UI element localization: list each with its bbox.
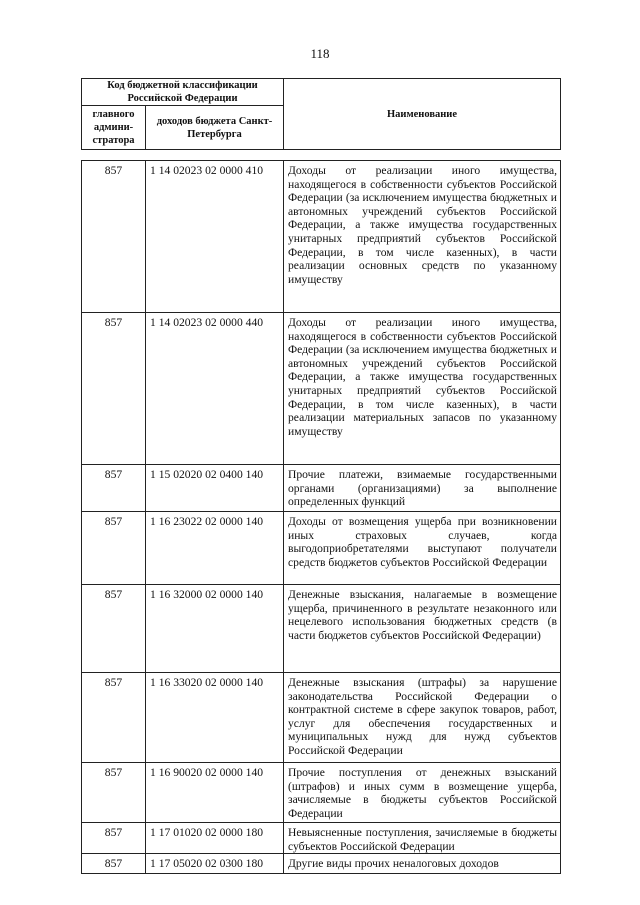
admin-code: 857	[82, 585, 146, 673]
income-name: Прочие поступления от денежных взысканий (штрафов) и иных сумм в возмещение ущерба, зачисляемые в бюджеты субъектов Российской Федерации	[284, 763, 561, 823]
header-admin: главного админи-стратора	[82, 106, 146, 150]
table-row	[82, 585, 561, 673]
income-code: 1 16 23022 02 0000 140	[146, 512, 284, 585]
income-code: 1 16 90020 02 0000 140	[146, 763, 284, 823]
table-header	[81, 78, 561, 150]
income-name: Доходы от возмещения ущерба при возникновении иных страховых случаев, когда выгодоприобретателями выступают получатели средств бюджетов субъектов Российской Федерации	[284, 512, 561, 585]
admin-code: 857	[82, 161, 146, 313]
income-name: Денежные взыскания (штрафы) за нарушение законодательства Российской Федерации о контрактной системе в сфере закупок товаров, работ, услуг для обеспечения государственных и муниципальных нужд для нужд субъектов Российской Федерации	[284, 673, 561, 763]
income-name: Другие виды прочих неналоговых доходов	[284, 854, 561, 874]
admin-code: 857	[82, 673, 146, 763]
income-codes-table	[81, 160, 561, 874]
table-row	[82, 465, 561, 512]
table-row	[82, 673, 561, 763]
admin-code: 857	[82, 763, 146, 823]
table-row	[82, 161, 561, 313]
income-code: 1 14 02023 02 0000 410	[146, 161, 284, 313]
header-income: доходов бюджета Санкт-Петербурга	[146, 106, 284, 150]
table-row	[82, 313, 561, 465]
table-row	[82, 854, 561, 874]
income-code: 1 17 01020 02 0000 180	[146, 823, 284, 854]
income-code: 1 14 02023 02 0000 440	[146, 313, 284, 465]
income-name: Доходы от реализации иного имущества, находящегося в собственности субъектов Российской Федерации (за исключением имущества бюджетных и автономных учреждений субъектов Российской Федерации, а также имущества государственных унитарных предприятий субъектов Российской Федерации, в том числе казенных), в части реализации материальных запасов по указанному имуществу	[284, 313, 561, 465]
page-number: 118	[310, 46, 330, 61]
admin-code: 857	[82, 512, 146, 585]
admin-code: 857	[82, 465, 146, 512]
table-row	[82, 823, 561, 854]
table-row	[82, 763, 561, 823]
income-name: Денежные взыскания, налагаемые в возмещение ущерба, причиненного в результате незаконного или нецелевого использования бюджетных средств (в части бюджетов субъектов Российской Федерации)	[284, 585, 561, 673]
income-code: 1 15 02020 02 0400 140	[146, 465, 284, 512]
income-name: Прочие платежи, взимаемые государственными органами (организациями) за выполнение определенных функций	[284, 465, 561, 512]
header-name: Наименование	[284, 79, 561, 150]
admin-code: 857	[82, 854, 146, 874]
admin-code: 857	[82, 823, 146, 854]
header-code-group: Код бюджетной классификации Российской Федерации	[82, 79, 284, 106]
table-row	[82, 512, 561, 585]
income-code: 1 17 05020 02 0300 180	[146, 854, 284, 874]
income-code: 1 16 33020 02 0000 140	[146, 673, 284, 763]
admin-code: 857	[82, 313, 146, 465]
income-name: Невыясненные поступления, зачисляемые в бюджеты субъектов Российской Федерации	[284, 823, 561, 854]
income-code: 1 16 32000 02 0000 140	[146, 585, 284, 673]
income-name: Доходы от реализации иного имущества, находящегося в собственности субъектов Российской Федерации (за исключением имущества бюджетных и автономных учреждений субъектов Российской Федерации, а также имущества государственных унитарных предприятий субъектов Российской Федерации, в том числе казенных), в части реализации основных средств по указанному имуществу	[284, 161, 561, 313]
